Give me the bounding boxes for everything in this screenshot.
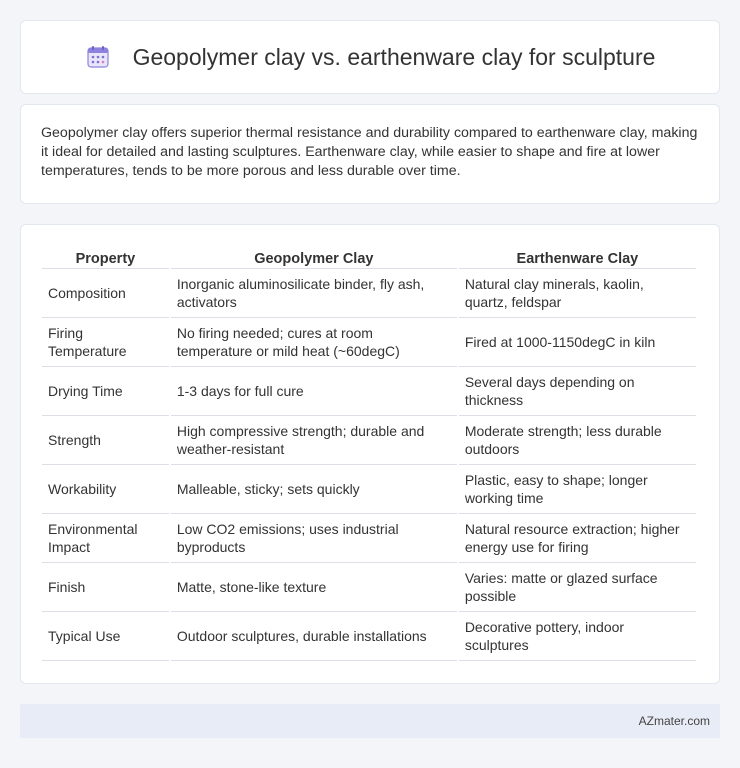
row-geopolymer-value: Inorganic aluminosilicate binder, fly ash, activators	[171, 269, 457, 318]
row-earthenware-value: Natural clay minerals, kaolin, quartz, feldspar	[459, 269, 696, 318]
row-property: Strength	[42, 416, 169, 465]
row-property: Environmental Impact	[42, 514, 169, 563]
table-row	[42, 514, 696, 563]
comparison-table-card	[20, 224, 720, 684]
row-property: Typical Use	[42, 612, 169, 661]
row-geopolymer-value: Outdoor sculptures, durable installations	[171, 612, 457, 661]
row-earthenware-value: Natural resource extraction; higher energy use for firing	[459, 514, 696, 563]
header-geopolymer: Geopolymer Clay	[171, 245, 457, 269]
comparison-table	[40, 245, 698, 661]
table-row	[42, 269, 696, 318]
table-row	[42, 367, 696, 416]
row-earthenware-value: Several days depending on thickness	[459, 367, 696, 416]
row-geopolymer-value: Malleable, sticky; sets quickly	[171, 465, 457, 514]
row-earthenware-value: Plastic, easy to shape; longer working time	[459, 465, 696, 514]
row-geopolymer-value: High compressive strength; durable and weather-resistant	[171, 416, 457, 465]
row-earthenware-value: Decorative pottery, indoor sculptures	[459, 612, 696, 661]
header-earthenware: Earthenware Clay	[459, 245, 696, 269]
row-property: Workability	[42, 465, 169, 514]
table-row	[42, 563, 696, 612]
footer-site-link[interactable]: AZmater.com	[638, 714, 710, 728]
page-title: Geopolymer clay vs. earthenware clay for sculpture	[132, 43, 656, 70]
summary-text: Geopolymer clay offers superior thermal resistance and durability compared to earthenware clay, making it ideal for detailed and lasting sculptures. Earthenware clay, while easier to shape and fire at lower temperatures, tends to be more porous and less durable over time.	[41, 125, 698, 179]
table-row	[42, 465, 696, 514]
row-earthenware-value: Moderate strength; less durable outdoors	[459, 416, 696, 465]
row-geopolymer-value: 1-3 days for full cure	[171, 367, 457, 416]
row-property: Composition	[42, 269, 169, 318]
table-row	[42, 612, 696, 661]
row-geopolymer-value: No firing needed; cures at room temperature or mild heat (~60degC)	[171, 318, 457, 367]
calendar-icon	[85, 44, 111, 70]
table-row	[42, 318, 696, 367]
summary-card	[20, 104, 720, 204]
row-property: Drying Time	[42, 367, 169, 416]
row-geopolymer-value: Matte, stone-like texture	[171, 563, 457, 612]
table-row	[42, 416, 696, 465]
header-property: Property	[42, 245, 169, 269]
row-earthenware-value: Fired at 1000-1150degC in kiln	[459, 318, 696, 367]
footer	[20, 704, 720, 738]
row-property: Firing Temperature	[42, 318, 169, 367]
row-geopolymer-value: Low CO2 emissions; uses industrial byproducts	[171, 514, 457, 563]
row-property: Finish	[42, 563, 169, 612]
title-card	[20, 20, 720, 94]
table-header-row	[42, 245, 696, 269]
row-earthenware-value: Varies: matte or glazed surface possible	[459, 563, 696, 612]
